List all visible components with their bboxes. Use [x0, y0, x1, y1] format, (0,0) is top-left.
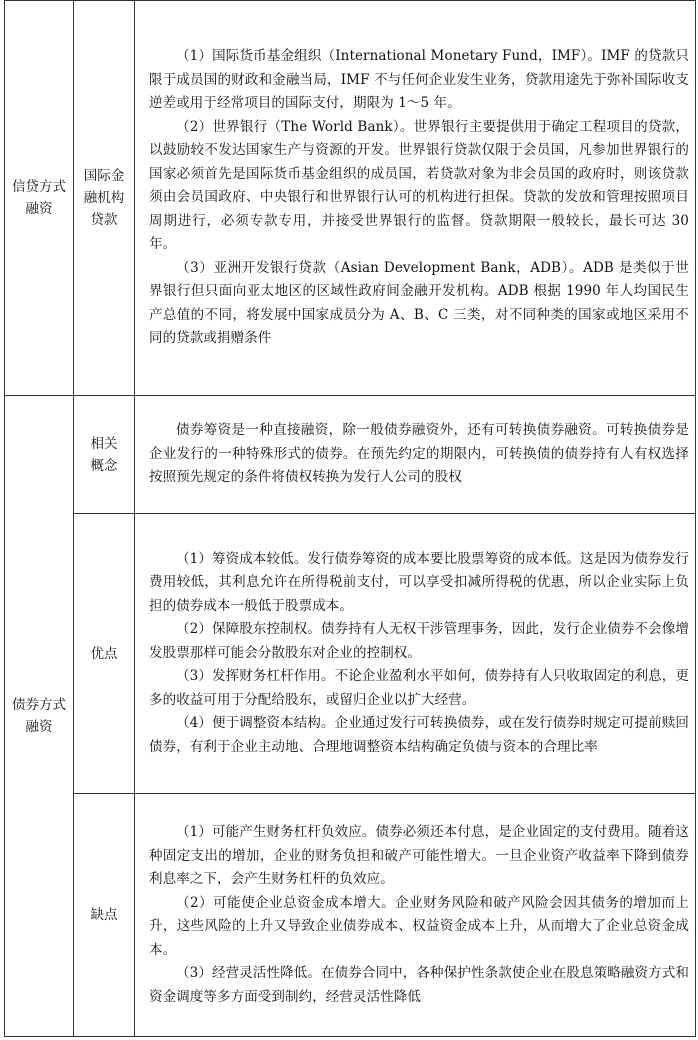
content-cell-intl-loans — [135, 1, 696, 396]
paragraph-world-bank: （2）世界银行（The World Bank）。世界银行主要提供用于确定工程项目的贷款，以鼓励较不发达国家生产与资源的开发。世界银行贷款仅限于会员国，凡参加世界银行的国家必须首先是国际货币基金组织的成员国，若贷款对象为非会员国的政府时，则该贷款须由会员国政府、中央银行和世界银行认可的机构进行担保。贷款的发放和管理按照项目周期进行，必须专款专用，并接受世界银行的监督。贷款期限一般较长，最长可达 30 年。 — [149, 118, 689, 253]
category-cell-credit — [5, 1, 74, 396]
content-cell-advantages — [135, 514, 696, 794]
subcategory-cell-concept — [74, 396, 135, 514]
paragraph-disadvantage-3: （3）经营灵活性降低。在债券合同中，各种保护性条款使企业在股息策略融资方式和资金调度等多方面受到制约，经营灵活性降低 — [149, 965, 689, 1005]
subcategory-label-line: 相关 — [90, 435, 118, 452]
paragraph-advantage-2: （2）保障股东控制权。债券持有人无权干涉管理事务，因此，发行企业债券不会像增发股票那样可能会分散股东对企业的控制权。 — [149, 621, 689, 661]
content-cell-concept — [135, 396, 696, 514]
paragraph-disadvantage-2: （2）可能使企业总资金成本增大。企业财务风险和破产风险会因其债务的增加而上升，这些风险的上升又导致企业债券成本、权益资金成本上升，从而增大了企业总资金成本。 — [149, 894, 689, 958]
credit-financing-row — [5, 1, 696, 396]
bond-disadvantages-row — [5, 794, 696, 1037]
paragraph-advantage-1: （1）筹资成本较低。发行债券筹资的成本要比股票筹资的成本低。这是因为债券发行费用较低，其利息允许在所得税前支付，可以享受扣减所得税的优惠，所以企业实际上负担的债券成本一般低于股票成本。 — [149, 550, 689, 614]
category-label-line: 融资 — [25, 201, 53, 217]
category-cell-bond — [5, 396, 74, 1037]
subcategory-cell-disadvantages — [74, 794, 135, 1037]
subcategory-label-line: 贷款 — [90, 212, 118, 228]
category-label-line: 融资 — [25, 719, 53, 735]
bond-concept-row — [5, 396, 696, 514]
category-label-line: 信贷方式 — [12, 179, 66, 195]
subcategory-label: 优点 — [90, 645, 118, 662]
content-cell-disadvantages — [135, 794, 696, 1037]
paragraph-adb: （3）亚洲开发银行贷款（Asian Development Bank，ADB）。ADB 是类似于世界银行但只面向亚太地区的区域性政府间金融开发机构。ADB 根据 1990 年人均国民生产总值的不同，将发展中国家成员分为 A、B、C 三类，对不同种类的国家或地区采用不同的贷款或捐赠条件 — [149, 259, 689, 347]
paragraph-imf: （1）国际货币基金组织（International Monetary Fund，IMF）。IMF 的贷款只限于成员国的财政和金融当局，IMF 不与任何企业发生业务，贷款用途先于弥补国际收支逆差或用于经常项目的国际支付，期限为 1～5 年。 — [149, 48, 689, 112]
subcategory-label-line: 融机构 — [83, 190, 125, 206]
paragraph-concept: 债券筹资是一种直接融资，除一般债券融资外，还有可转换债券融资。可转换债券是企业发行的一种特殊形式的债券。在预先约定的期限内，可转换债的债券持有人有权选择按照预先规定的条件将债权转换为发行人公司的股权 — [149, 422, 689, 486]
subcategory-label-line: 国际金 — [83, 168, 125, 184]
paragraph-disadvantage-1: （1）可能产生财务杠杆负效应。债券必须还本付息，是企业固定的支付费用。随着这种固定支出的增加，企业的财务负担和破产可能性增大。一旦企业资产收益率下降到债券利息率之下，会产生财务杠杆的负效应。 — [149, 824, 689, 887]
subcategory-label: 缺点 — [90, 907, 118, 923]
category-label-line: 债券方式 — [12, 697, 66, 713]
subcategory-cell-advantages — [74, 514, 135, 794]
paragraph-advantage-3: （3）发挥财务杠杆作用。不论企业盈利水平如何，债券持有人只收取固定的利息，更多的收益可用于分配给股东，或留归企业以扩大经营。 — [149, 668, 689, 708]
financing-methods-table — [4, 0, 696, 1037]
subcategory-label-line: 概念 — [90, 457, 118, 474]
paragraph-advantage-4: （4）便于调整资本结构。企业通过发行可转换债券，或在发行债券时规定可提前赎回债券，有利于企业主动地、合理地调整资本结构确定负债与资本的合理比率 — [149, 715, 689, 755]
bond-advantages-row — [5, 514, 696, 794]
subcategory-cell-intl-loans — [74, 1, 135, 396]
